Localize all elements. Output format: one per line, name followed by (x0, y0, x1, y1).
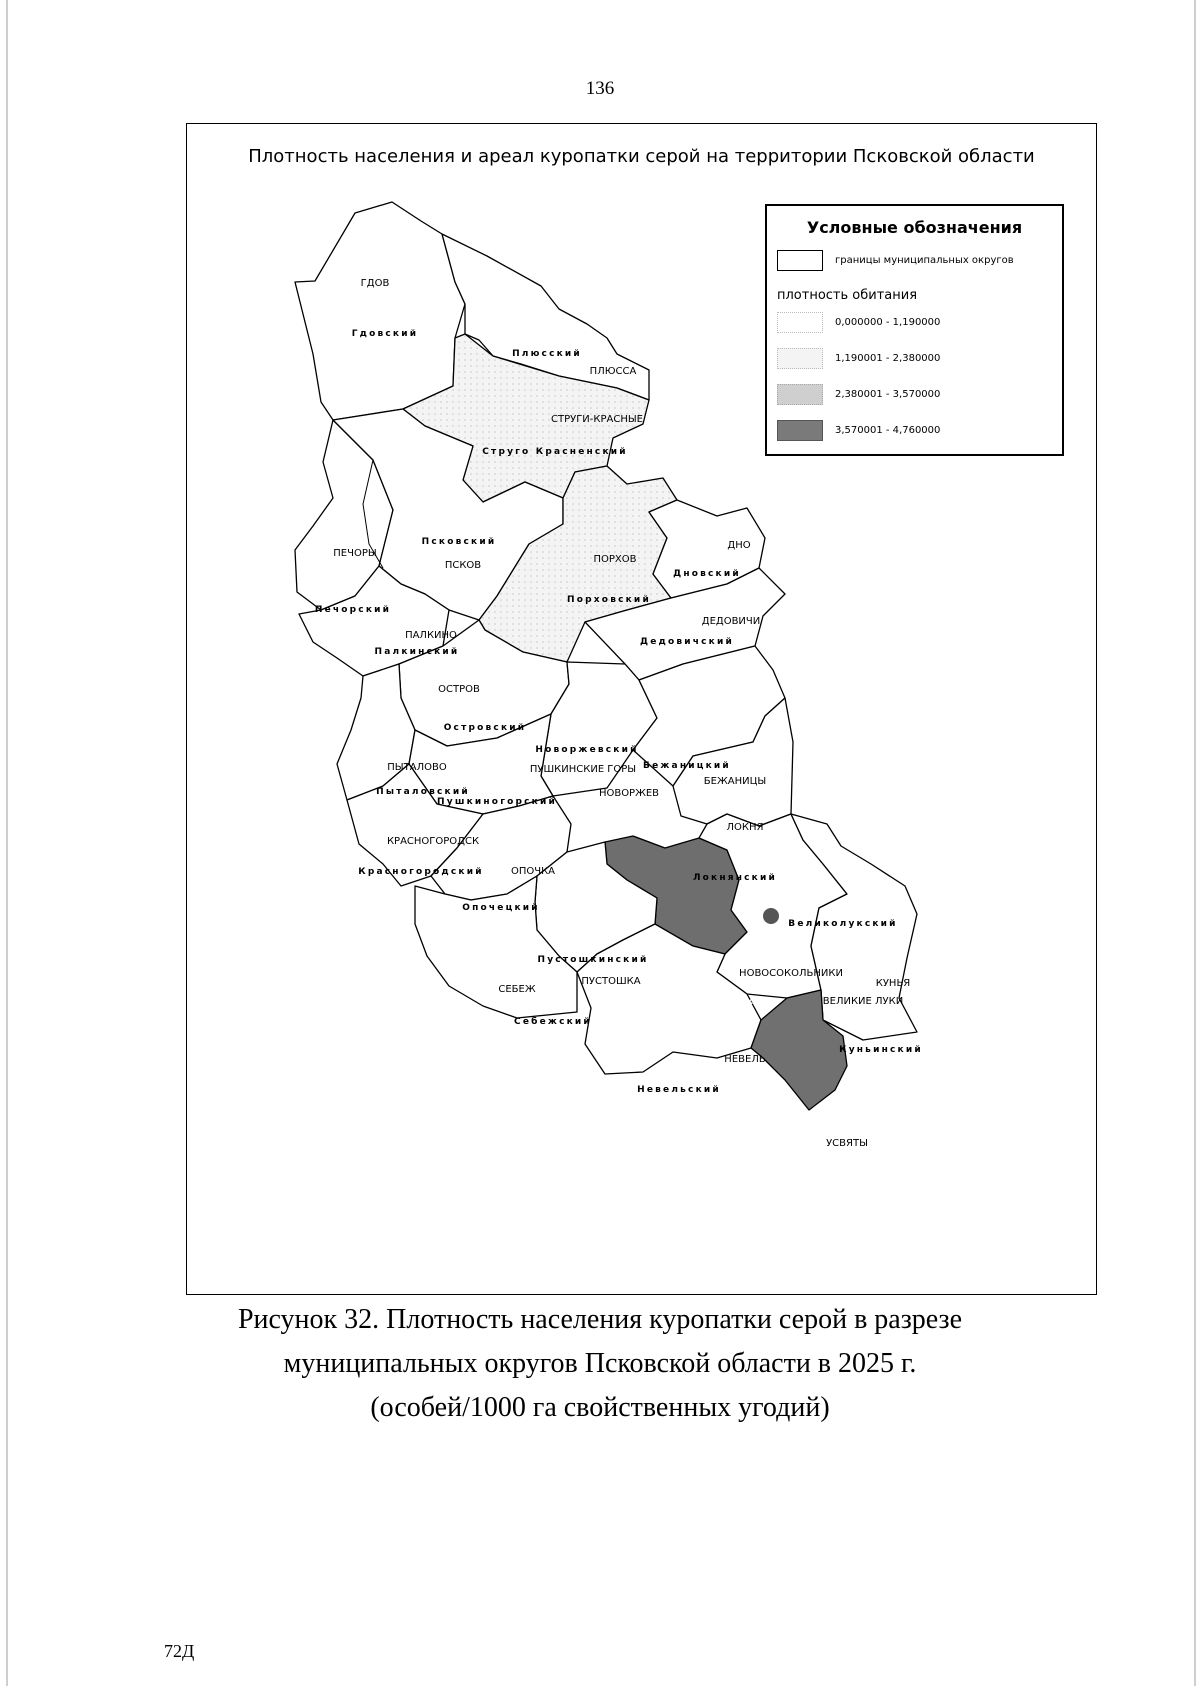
lake-velikie-luki (763, 908, 779, 924)
district-label: Невельский (637, 1085, 721, 1095)
district-label: Пыталовский (376, 787, 470, 797)
town-label: ОПОЧКА (510, 866, 556, 877)
district-label: Себежский (514, 1017, 592, 1027)
district-label: Дедовичский (639, 637, 735, 647)
district-label: Красногородский (358, 867, 484, 877)
legend-row-boundary (777, 248, 1014, 272)
town-label: ПОРХОВ (593, 554, 637, 565)
legend-title: Условные обозначения (806, 218, 1023, 237)
town-label: КРАСНОГОРОДСК (386, 836, 480, 847)
caption-line-3: (особей/1000 га свойственных угодий) (370, 1392, 830, 1423)
town-label: СТРУГИ-КРАСНЫЕ (550, 414, 644, 425)
district-label: Бежаницкий (643, 761, 731, 771)
district-label: Палкинский (374, 647, 460, 657)
legend-row-class-2 (777, 382, 940, 406)
town-label: СЕБЕЖ (498, 984, 536, 995)
district-label: Усвятский (824, 1127, 898, 1137)
legend-label-class-1: 1,190001 - 2,380000 (835, 352, 941, 364)
town-label: БЕЖАНИЦЫ (703, 776, 767, 787)
town-label: НЕВЕЛЬ (724, 1054, 766, 1065)
town-label: ПАЛКИНО (405, 630, 457, 641)
town-label: ДЕДОВИЧИ (701, 616, 761, 627)
district-label: Порховский (567, 595, 651, 605)
legend-row-class-3 (777, 418, 940, 442)
town-label: ПЫТАЛОВО (387, 762, 447, 773)
map-title: Плотность населения и ареал куропатки серой на территории Псковской области (248, 146, 1035, 167)
district-label: Новоржевский (535, 745, 639, 755)
legend-label-class-3: 3,570001 - 4,760000 (835, 424, 941, 436)
district-label: Печорский (314, 605, 392, 615)
district-label: Струго Красненский (482, 447, 628, 457)
town-label: ПЛЮССА (589, 366, 637, 377)
district-label: Пушкиногорский (437, 797, 557, 807)
page-number: 136 (585, 78, 615, 99)
district-label: Псковский (421, 537, 497, 547)
caption-line-1: Рисунок 32. Плотность населения куропатки серой в разрезе (237, 1304, 963, 1335)
town-label: ОСТРОВ (438, 684, 480, 695)
town-label: КУНЬЯ (875, 978, 911, 989)
town-label: ПЕЧОРЫ (333, 548, 377, 559)
scan-edge-right (1194, 0, 1196, 1686)
legend-swatch-class-3 (777, 420, 823, 441)
town-label: ГДОВ (360, 278, 390, 289)
legend-label-class-0: 0,000000 - 1,190000 (835, 316, 941, 328)
legend-boundary-swatch (777, 250, 823, 271)
district-label: Куньинский (839, 1045, 923, 1055)
district-label: Дновский (673, 569, 741, 579)
legend-boundary-label: границы муниципальных округов (835, 254, 1014, 266)
legend-row-class-0 (777, 310, 940, 334)
map-legend (765, 204, 1064, 456)
district-label: Плюсский (512, 349, 582, 359)
figure-caption (0, 1298, 1200, 1430)
town-label: ДНО (727, 540, 751, 551)
scan-edge-left (6, 0, 8, 1686)
district-label: Новосокольнический (621, 997, 773, 1007)
town-label: ВЕЛИКИЕ ЛУКИ (822, 996, 904, 1007)
legend-label-class-2: 2,380001 - 3,570000 (835, 388, 941, 400)
footer-code: 72Д (164, 1641, 195, 1661)
district-label: Гдовский (351, 329, 419, 339)
town-label: ПУСТОШКА (581, 976, 641, 987)
legend-swatch-class-2 (777, 384, 823, 405)
town-label: НОВОРЖЕВ (598, 788, 660, 799)
district-gdovsky (295, 202, 465, 420)
district-label: Локнянский (692, 873, 778, 883)
caption-line-2: муниципальных округов Псковской области в 2025 г. (283, 1348, 917, 1379)
town-label: ЛОКНЯ (726, 822, 764, 833)
map-frame (186, 123, 1097, 1295)
district-label: Великолукский (788, 919, 898, 929)
district-label: Пустошкинский (537, 955, 649, 965)
legend-row-class-1 (777, 346, 940, 370)
town-label: УСВЯТЫ (826, 1138, 868, 1149)
legend-density-heading: плотность обитания (777, 288, 918, 303)
town-label: ПСКОВ (444, 560, 482, 571)
legend-swatch-class-1 (777, 348, 823, 369)
town-label: НОВОСОКОЛЬНИКИ (739, 968, 843, 979)
legend-swatch-class-0 (777, 312, 823, 333)
district-label: Островский (443, 723, 527, 733)
town-label: ПУШКИНСКИЕ ГОРЫ (529, 764, 637, 775)
district-label: Опочецкий (462, 903, 540, 913)
